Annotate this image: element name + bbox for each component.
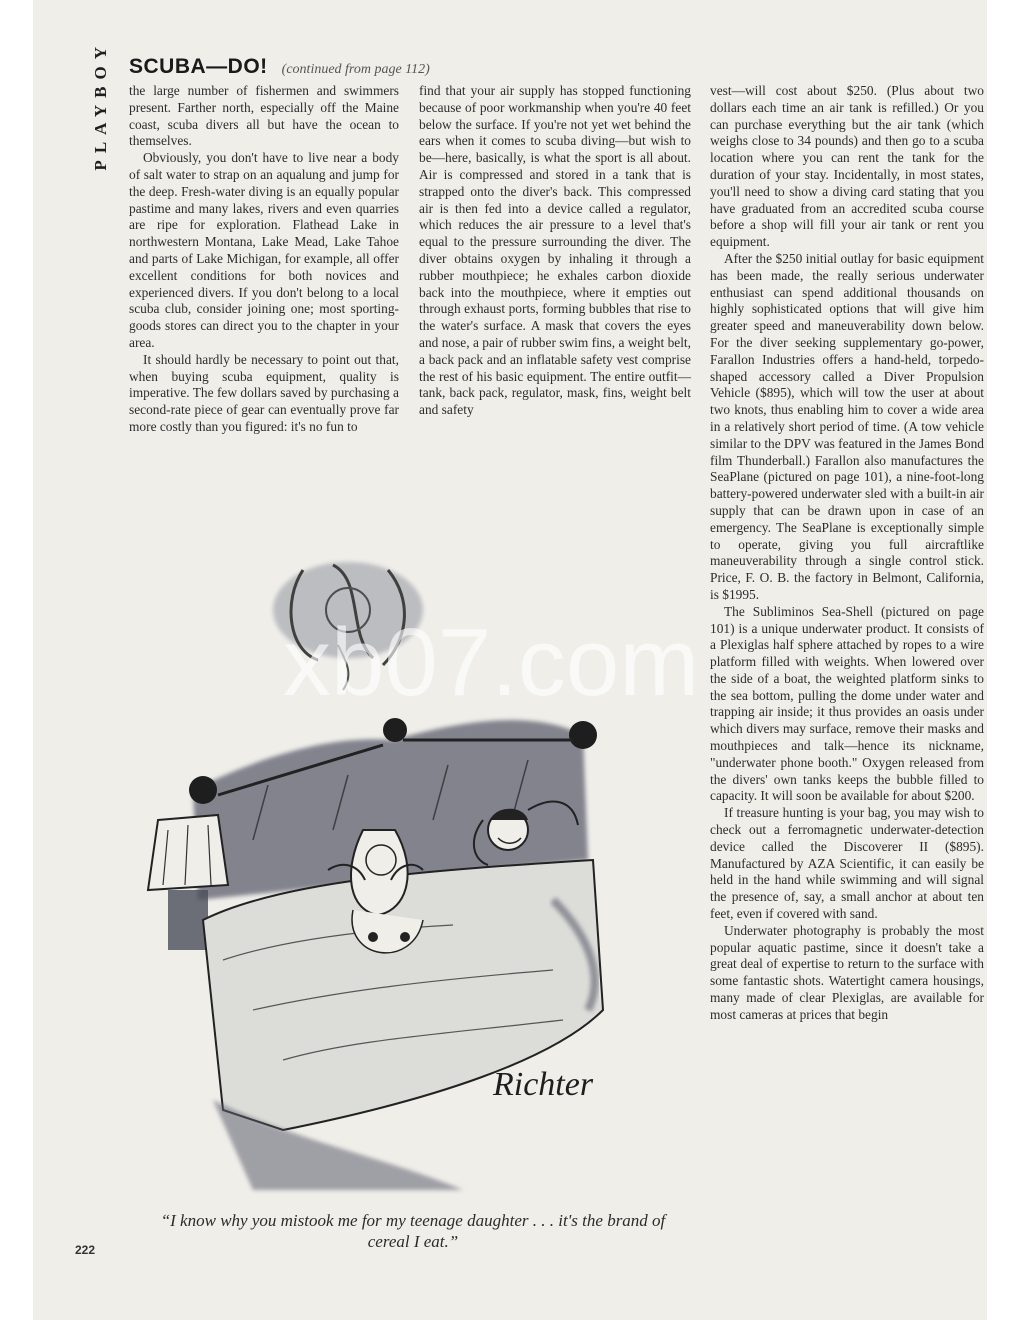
watermark: xb07.com bbox=[283, 609, 700, 716]
text-column-3 bbox=[710, 83, 984, 1024]
paragraph: Underwater photography is probably the most popular aquatic pastime, since it doesn't take a great deal of expertise to return to the surface with some fantastic shots. Watertight camera housings, many made of clear Plexiglas, are available for most cameras at prices that begin bbox=[710, 922, 984, 1022]
paragraph: vest—will cost about $250. (Plus about two dollars each time an air tank is refilled.) Or you can purchase everything but the air tank (which weighs close to 34 pounds) and then go to a scuba location where you can rent the tank for the duration of your stay. Incidentally, in most states, you'll need to show a diving card stating that you have graduated from an accredited scuba course before a shop will fill your air tank or rent you equipment. bbox=[710, 83, 984, 250]
paragraph: The Subliminos Sea-Shell (pictured on page 101) is a unique underwater product. It consists of a Plexiglas half sphere attached by ropes to a wire platform filled with weights. When lowered over the side of a boat, the weighted platform sinks to the sea bottom, pulling the dome under water and trapping air inside; it thus provides an oasis under which divers may surface, remove their masks and mouthpieces and talk—hence its nickname, "underwater phone booth." Oxygen released from the divers' own tanks keeps the bubble filled to capacity. It will soon be available for about $200. bbox=[710, 603, 984, 804]
masthead-vertical: PLAYBOY bbox=[91, 40, 110, 171]
page-number: 222 bbox=[75, 1243, 96, 1257]
article-headline bbox=[129, 55, 689, 81]
text-column-1 bbox=[129, 83, 399, 436]
cartoon-caption: “I know why you mistook me for my teenage daughter . . . it's the brand of cereal I eat.” bbox=[160, 1211, 666, 1251]
continuation-note: (continued from page 112) bbox=[281, 62, 430, 77]
paragraph: find that your air supply has stopped functioning because of poor workmanship when you're 40 feet below the surface. If you're not yet wet behind the ears when it comes to scuba diving—but wish to be—here, basically, is what the sport is all about. Air is compressed and stored in a tank that is strapped onto the diver's back. This compressed air is then fed into a device called a regulator, which reduces the air pressure to a level that's equal to the pressure surrounding the diver. The diver obtains oxygen by inhaling it through a rubber mouthpiece; he exhales carbon dioxide back into the mouthpiece, where it empties out through exhaust ports, forming bubbles that rise to the water's surface. A mask that covers the eyes and nose, a pair of rubber swim fins, a weight belt, a back pack and an inflatable safety vest comprise the rest of his basic equipment. The entire outfit—tank, back pack, regulator, mask, fins, weight belt and safety bbox=[419, 83, 691, 418]
cartoon-illustration bbox=[133, 540, 689, 1210]
magazine-page bbox=[33, 0, 987, 1320]
article-title: SCUBA—DO! bbox=[129, 55, 268, 78]
text-column-2 bbox=[419, 83, 691, 419]
wall-ornament bbox=[273, 562, 423, 690]
paragraph: Obviously, you don't have to live near a body of salt water to strap on an aqualung and jump for the deep. Fresh-water diving is an equally popular pastime and many lakes, rivers and even quarries are ripe for exploration. Flathead Lake in northwestern Montana, Lake Mead, Lake Tahoe and parts of Lake Michigan, for example, all offer excellent conditions for both novices and experienced divers. If you don't belong to a local scuba club, consider joining one; most sporting-goods stores can direct you to the chapter in your area. bbox=[129, 150, 399, 350]
paragraph: If treasure hunting is your bag, you may wish to check out a ferromagnetic underwater-detection device called the Discoverer II ($895). Manufactured by AZA Scientific, it can easily be held in the hand while swimming and will signal the presence of, say, a small anchor at about ten feet, even if covered with sand. bbox=[710, 805, 984, 922]
paragraph: After the $250 initial outlay for basic equipment has been made, the really serious underwater enthusiast can spend additional thousands on highly sophisticated options that will give him greater speed and maneuverability down below. For the diver seeking supplementary go-power, Farallon Industries offers a hand-held, torpedo-shaped accessory called a Diver Propulsion Vehicle ($895), which will tow the user at about two knots, thus enabling him to cover a wide area in a relatively short period of time. (A tow vehicle similar to the DPV was featured in the James Bond film Thunderball.) Farallon also manufactures the SeaPlane (pictured on page 101), a nine-foot-long battery-powered underwater sled with a built-in air supply that can be drawn upon in case of an emergency. The SeaPlane is exceptionally simple to operate, giving you full aircraftlike maneuverability through a single control stick. Price, F. O. B. the factory in Belmont, California, is $1995. bbox=[710, 250, 984, 602]
paragraph: the large number of fishermen and swimmers present. Farther north, especially off the Maine coast, scuba divers all but have the ocean to themselves. bbox=[129, 83, 399, 149]
paragraph: It should hardly be necessary to point out that, when buying scuba equipment, quality is imperative. The few dollars saved by purchasing a second-rate piece of gear can eventually prove far more costly than you figured: it's no fun to bbox=[129, 351, 399, 434]
cartoon-signature: Richter bbox=[493, 1066, 594, 1103]
